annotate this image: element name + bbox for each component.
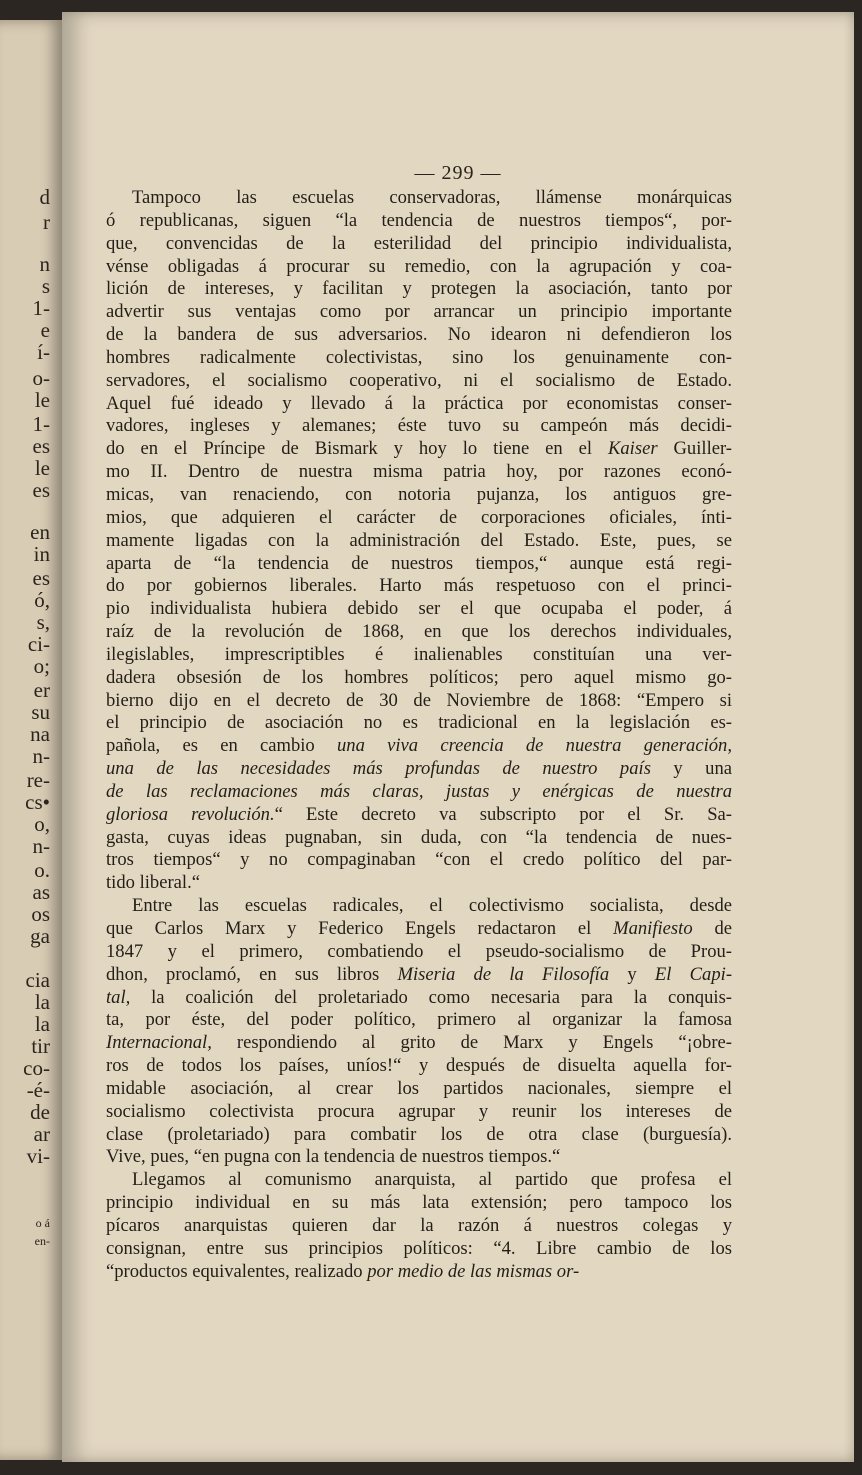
page-number: — 299 —	[414, 162, 502, 184]
left-page-fragment: í-	[37, 340, 50, 364]
text-line: vadores, ingleses y alemanes; éste tuvo su campeón más decidi-	[106, 415, 732, 437]
text-line: gasta, cuyas ideas pugnaban, sin duda, con “la tendencia de nues-	[106, 826, 732, 848]
text-line: advertir sus ventajas como por arrancar un principio importante	[106, 301, 732, 323]
text-line: do por gobiernos liberales. Harto más respetuoso con el princi-	[106, 575, 732, 597]
text-line: do en el Príncipe de Bismark y hoy lo tiene en el Kaiser Guiller-	[106, 438, 732, 460]
text-line: mios, que adquieren el carácter de corporaciones oficiales, ínti-	[106, 506, 732, 528]
left-page-fragment: 1-	[32, 296, 50, 320]
left-page-fragment: co-	[23, 1056, 50, 1080]
text-line: Llegamos al comunismo anarquista, al partido que profesa el	[132, 1169, 732, 1191]
left-page-fragment: e	[40, 318, 50, 342]
text-line: 1847 y el primero, combatiendo el pseudo-socialismo de Prou-	[106, 940, 732, 962]
text-line: ó republicanas, siguen “la tendencia de nuestros tiempos“, por-	[106, 209, 732, 231]
text-line: hombres radicalmente colectivistas, sino los genuinamente con-	[106, 346, 732, 368]
left-page-fragment: as	[32, 880, 50, 904]
text-line: gloriosa revolución.“ Este decreto va subscripto por el Sr. Sa-	[106, 803, 732, 825]
left-page-fragment: re-	[26, 768, 50, 792]
text-line: mo II. Dentro de nuestra misma patria hoy, por razones econó-	[106, 461, 732, 483]
left-page-fragment: s,	[36, 610, 50, 634]
text-line: mamente ligadas con la administración del Estado. Este, pues, se	[106, 529, 732, 551]
text-line: dadera obsesión de los hombres políticos; pero aquel mismo go-	[106, 666, 732, 688]
text-line: de la bandera de sus adversarios. No idearon ni defendieron los	[106, 324, 732, 346]
text-line: ta, por éste, del poder político, primero al organizar la famosa	[106, 1009, 732, 1031]
left-page-fragment: en-	[34, 1234, 50, 1248]
book-page	[62, 12, 854, 1462]
left-page-fragment: tir	[31, 1034, 50, 1058]
left-page-fragment: vi-	[26, 1144, 50, 1168]
left-page-fragment: o.	[34, 858, 50, 882]
text-line: lición de intereses, y facilitan y protegen la asociación, tanto por	[106, 278, 732, 300]
text-line: pañola, es en cambio una viva creencia de nuestra generación,	[106, 735, 732, 757]
left-page-fragment: cs•	[25, 790, 50, 814]
text-line: dhon, proclamó, en sus libros Miseria de la Filosofía y El Capi-	[106, 963, 733, 985]
left-page-fragment: ar	[33, 1122, 50, 1146]
paragraph	[106, 187, 732, 895]
paragraph	[106, 1169, 732, 1283]
left-page-fragment: o,	[34, 812, 50, 836]
text-line: una de las necesidades más profundas de nuestro país y una	[106, 758, 732, 780]
left-page-fragment: -é-	[26, 1078, 50, 1102]
left-page-fragment: le	[34, 388, 50, 412]
text-line: vénse obligadas á procurar su remedio, con la agrupación y coa-	[106, 255, 732, 277]
left-page-text-fragments	[0, 20, 52, 1460]
text-line: bierno dijo en el decreto de 30 de Noviembre de 1868: “Empero si	[106, 689, 732, 711]
left-page-fragment: o á	[35, 1216, 50, 1230]
text-line: el principio de asociación no es tradicional en la legislación es-	[106, 712, 732, 734]
left-page-fragment: cia	[25, 968, 50, 992]
text-line: tal, la coalición del proletariado como necesaria para la conquis-	[106, 986, 732, 1008]
left-page-fragment: na	[30, 722, 50, 746]
left-page-edge	[0, 20, 64, 1460]
text-line: servadores, el socialismo cooperativo, ni el socialismo de Estado.	[106, 369, 732, 391]
text-line: ilegislables, imprescriptibles é inalienables constituían una ver-	[106, 643, 732, 665]
text-line: Vive, pues, “en pugna con la tendencia de nuestros tiempos.“	[106, 1146, 561, 1168]
text-line: Aquel fué ideado y llevado á la práctica por economistas conser-	[106, 392, 732, 414]
left-page-fragment: de	[30, 1100, 50, 1124]
left-page-fragment: o-	[32, 366, 50, 390]
left-page-fragment: n	[39, 252, 50, 276]
text-line: ros de todos los países, uníos!“ y después de disuelta aquella for-	[106, 1055, 732, 1077]
left-page-fragment: ó,	[34, 588, 50, 612]
left-page-fragment: n-	[32, 834, 50, 858]
left-page-fragment: er	[33, 678, 50, 702]
text-line: pio individualista hubiera debido ser el que ocupaba el poder, á	[106, 598, 732, 620]
page-body-text	[106, 187, 732, 1284]
text-line: pícaros anarquistas quieren dar la razón á nuestros colegas y	[106, 1214, 732, 1236]
left-page-fragment: d	[39, 185, 50, 209]
left-page-fragment: en	[30, 520, 50, 544]
text-line: principio individual en su más lata extensión; pero tampoco los	[106, 1192, 732, 1214]
left-page-fragment: le	[34, 456, 50, 480]
text-line: Entre las escuelas radicales, el colectivismo socialista, desde	[132, 895, 732, 917]
text-line: que, convencidas de la esterilidad del principio individualista,	[106, 232, 732, 254]
left-page-fragment: ga	[30, 924, 50, 948]
text-line: de las reclamaciones más claras, justas y enérgicas de nuestra	[106, 780, 732, 802]
left-page-fragment: la	[34, 1012, 50, 1036]
text-line: socialismo colectivista procura agrupar y reunir los intereses de	[106, 1100, 732, 1122]
left-page-fragment: r	[43, 210, 50, 234]
text-line: Internacional, respondiendo al grito de Marx y Engels “¡obre-	[106, 1032, 732, 1054]
text-line: midable asociación, al crear los partidos nacionales, siempre el	[106, 1077, 732, 1099]
left-page-fragment: su	[31, 700, 50, 724]
text-line: micas, van renaciendo, con notoria pujanza, los antiguos gre-	[106, 483, 732, 505]
left-page-fragment: n-	[32, 744, 50, 768]
text-line: que Carlos Marx y Federico Engels redactaron el Manifiesto de	[106, 918, 732, 939]
text-line: clase (proletariado) para combatir los de otra clase (burguesía).	[106, 1123, 732, 1145]
left-page-fragment: ci-	[27, 632, 50, 656]
text-line: tros tiempos“ y no compaginaban “con el credo político del par-	[106, 849, 732, 871]
text-line: tido liberal.“	[106, 872, 200, 894]
left-page-fragment: s	[41, 274, 50, 298]
left-page-fragment: la	[34, 990, 50, 1014]
left-page-fragment: o;	[33, 654, 50, 678]
left-page-fragment: os	[31, 902, 50, 926]
text-line: consignan, entre sus principios políticos: “4. Libre cambio de los	[106, 1237, 732, 1259]
left-page-fragment: in	[33, 542, 50, 566]
left-page-fragment: es	[32, 478, 50, 502]
left-page-fragment: 1-	[32, 412, 50, 436]
paragraph	[106, 895, 732, 1169]
text-line: “productos equivalentes, realizado por medio de las mismas or-	[106, 1260, 580, 1282]
left-page-fragment: es	[32, 434, 50, 458]
left-page-fragment: es	[32, 566, 50, 590]
text-line: Tampoco las escuelas conservadoras, llámense monárquicas	[132, 187, 732, 208]
text-line: raíz de la revolución de 1868, en que los derechos individuales,	[106, 621, 732, 643]
text-line: aparta de “la tendencia de nuestros tiempos,“ aunque está regi-	[106, 552, 732, 574]
